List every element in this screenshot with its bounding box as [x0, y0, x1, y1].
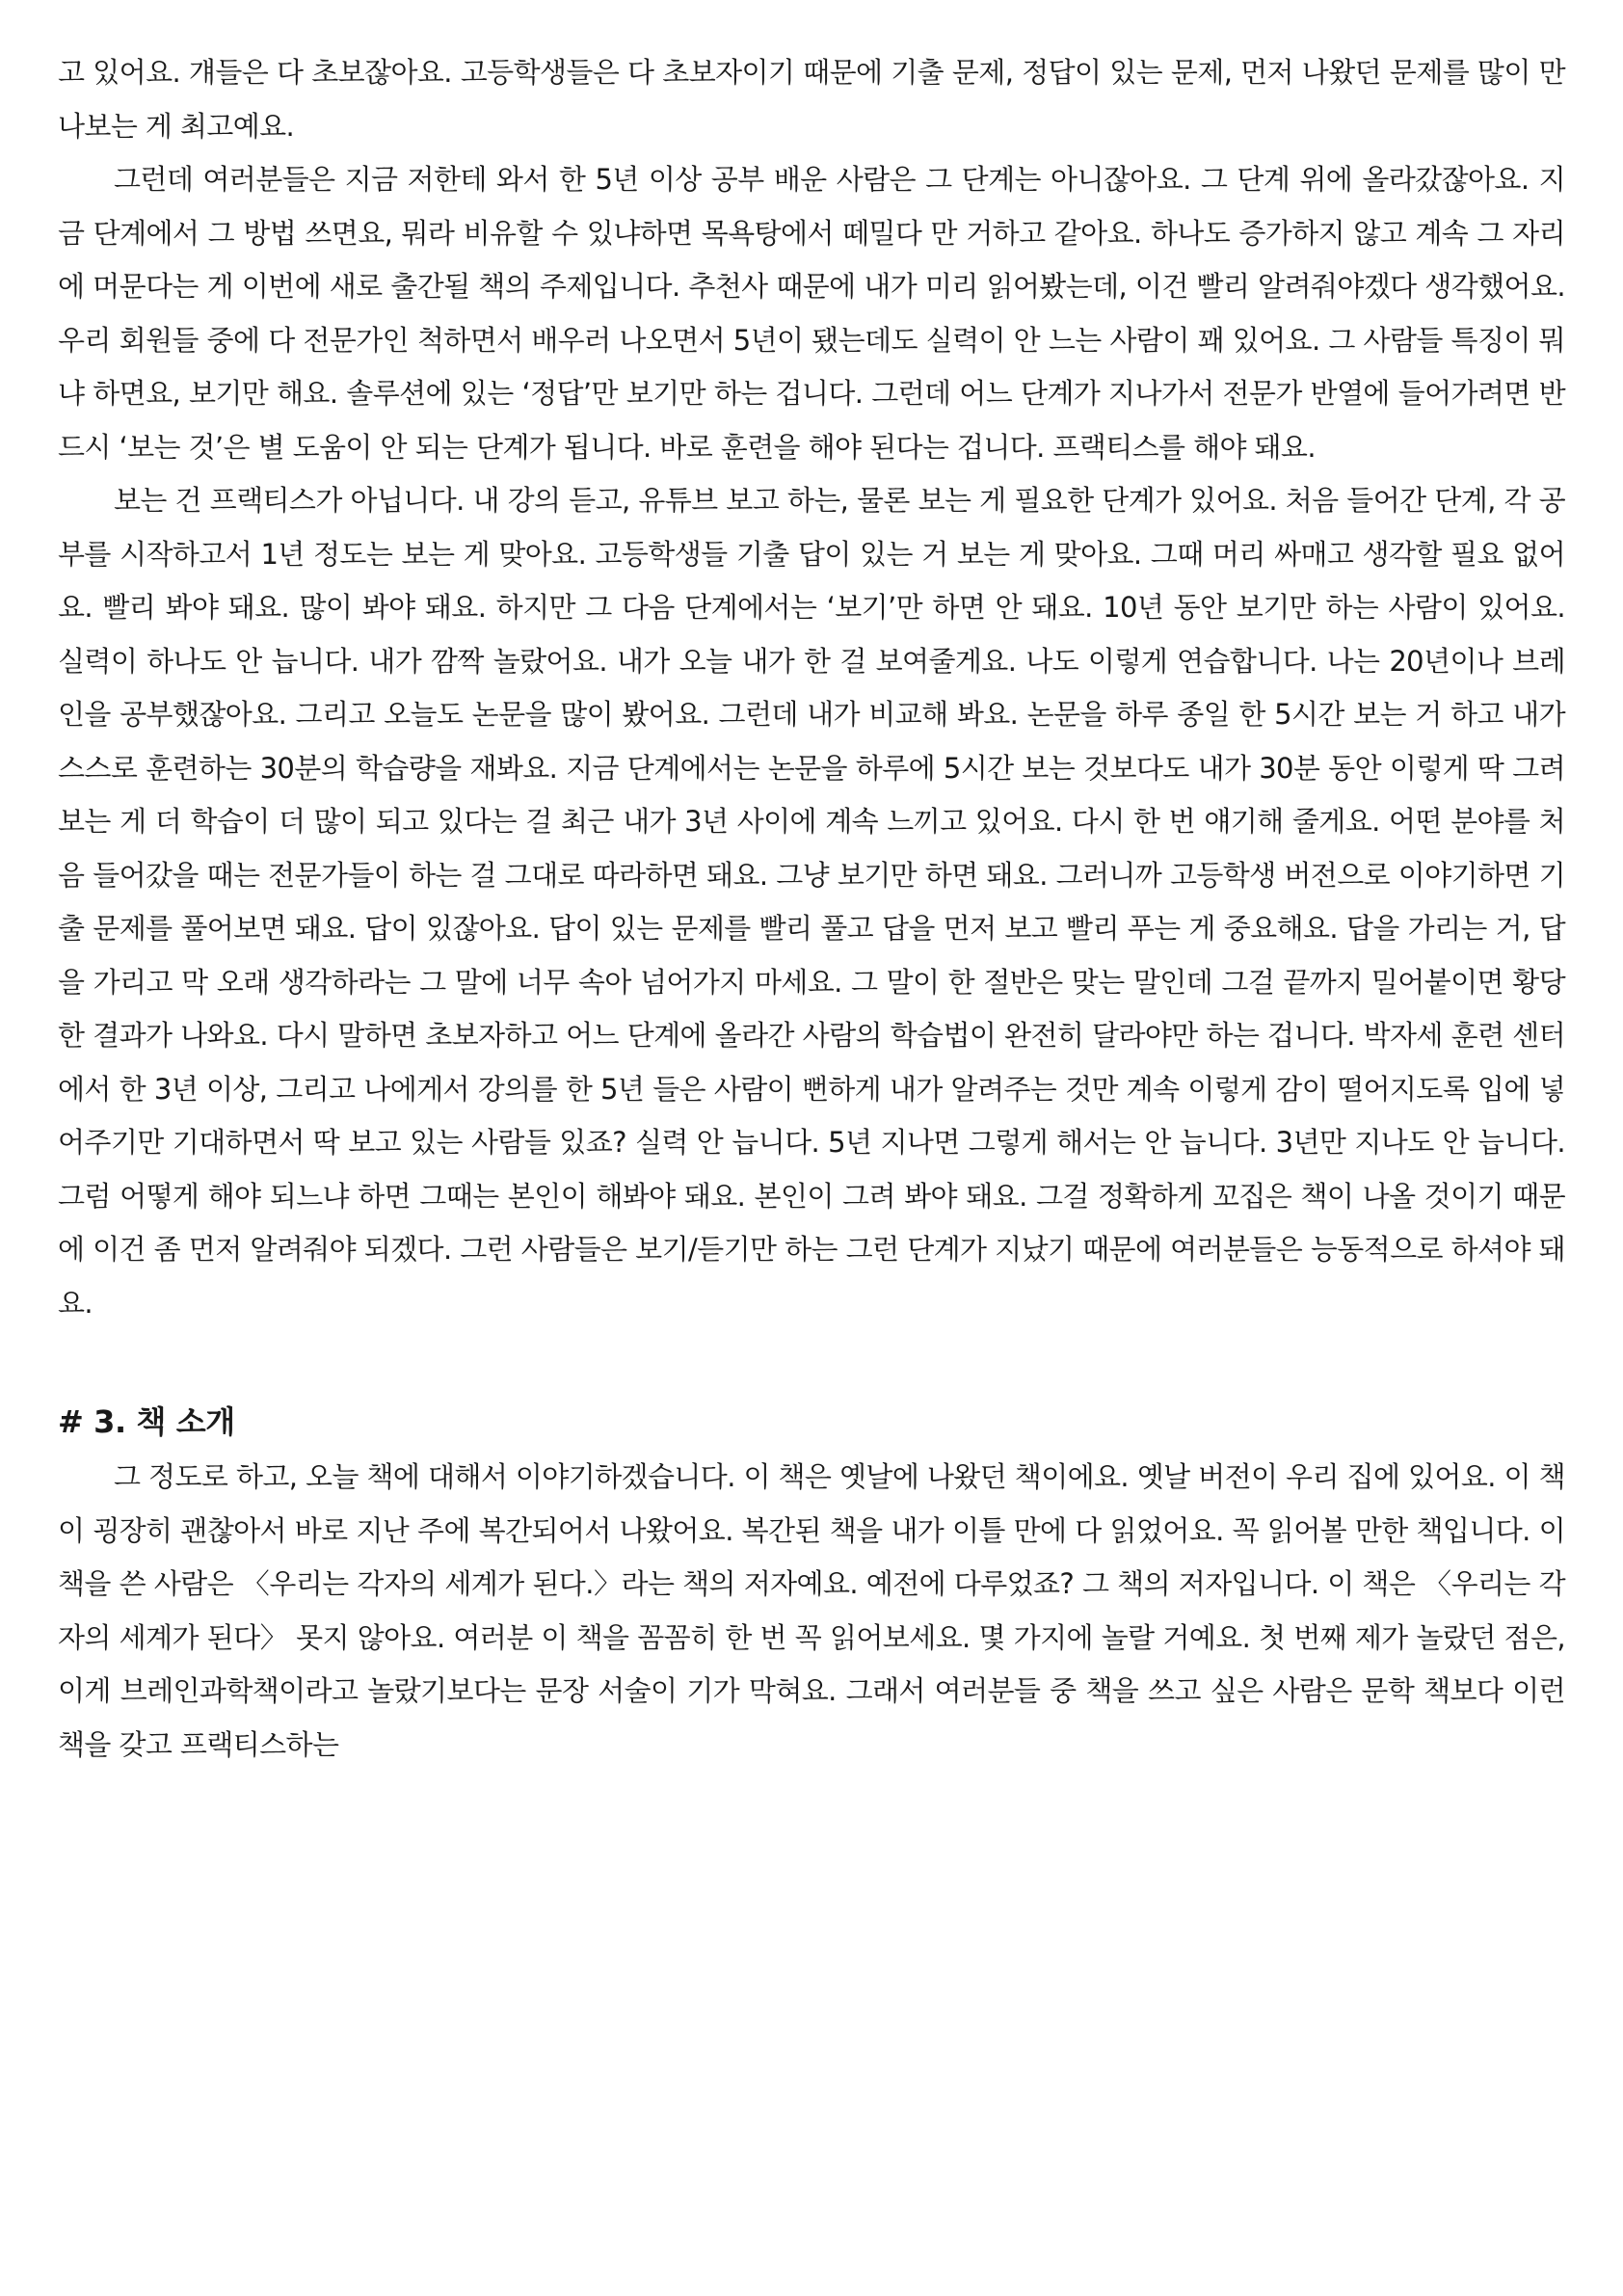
paragraph-continuation: 고 있어요. 걔들은 다 초보잖아요. 고등학생들은 다 초보자이기 때문에 기출 문제, 정답이 있는 문제, 먼저 나왔던 문제를 많이 만나보는 게 최고예요. [58, 56, 1565, 143]
paragraph-book-intro: 그 정도로 하고, 오늘 책에 대해서 이야기하겠습니다. 이 책은 옛날에 나왔던 책이에요. 옛날 버전이 우리 집에 있어요. 이 책이 굉장히 괜찮아서 바로 지난 주에 복간되어서 나왔어요. 복간된 책을 내가 이틀 만에 다 읽었어요. 꼭 읽어볼 만한 책입니다. 이 책을 쓴 사람은 〈우리는 각자의 세계가 된다.〉라는 책의 저자예요. 예전에 다루었죠? 그 책의 저자입니다. 이 책은 〈우리는 각자의 세계가 된다〉 못지 않아요. 여러분 이 책을 꼼꼼히 한 번 꼭 읽어보세요. 몇 가지에 놀랄 거예요. 첫 번째 제가 놀랐던 점은, 이게 브레인과학책이라고 놀랐기보다는 문장 서술이 기가 막혀요. 그래서 여러분들 중 책을 쓰고 싶은 사람은 문학 책보다 이런 책을 갖고 프랙티스하는 [58, 1460, 1565, 1761]
paragraph-practice-stage: 그런데 여러분들은 지금 저한테 와서 한 5년 이상 공부 배운 사람은 그 단계는 아니잖아요. 그 단계 위에 올라갔잖아요. 지금 단계에서 그 방법 쓰면요, 뭐라 비유할 수 있냐하면 목욕탕에서 떼밀다 만 거하고 같아요. 하나도 증가하지 않고 계속 그 자리에 머문다는 게 이번에 새로 출간될 책의 주제입니다. 추천사 때문에 내가 미리 읽어봤는데, 이건 빨리 알려줘야겠다 생각했어요. 우리 회원들 중에 다 전문가인 척하면서 배우러 나오면서 5년이 됐는데도 실력이 안 느는 사람이 꽤 있어요. 그 사람들 특징이 뭐냐 하면요, 보기만 해요. 솔루션에 있는 ‘정답’만 보기만 하는 겁니다. 그런데 어느 단계가 지나가서 전문가 반열에 들어가려면 반드시 ‘보는 것’은 별 도움이 안 되는 단계가 됩니다. 바로 훈련을 해야 된다는 겁니다. 프랙티스를 해야 돼요. [58, 163, 1565, 464]
section-heading-book-intro: # 3. 책 소개 [58, 1403, 235, 1440]
paragraph-seeing-not-practice: 보는 건 프랙티스가 아닙니다. 내 강의 듣고, 유튜브 보고 하는, 물론 보는 게 필요한 단계가 있어요. 처음 들어간 단계, 각 공부를 시작하고서 1년 정도는 보는 게 맞아요. 고등학생들 기출 답이 있는 거 보는 게 맞아요. 그때 머리 싸매고 생각할 필요 없어요. 빨리 봐야 돼요. 많이 봐야 돼요. 하지만 그 다음 단계에서는 ‘보기’만 하면 안 돼요. 10년 동안 보기만 하는 사람이 있어요. 실력이 하나도 안 늡니다. 내가 깜짝 놀랐어요. 내가 오늘 내가 한 걸 보여줄게요. 나도 이렇게 연습합니다. 나는 20년이나 브레인을 공부했잖아요. 그리고 오늘도 논문을 많이 봤어요. 그런데 내가 비교해 봐요. 논문을 하루 종일 한 5시간 보는 거 하고 내가 스스로 훈련하는 30분의 학습량을 재봐요. 지금 단계에서는 논문을 하루에 5시간 보는 것보다도 내가 30분 동안 이렇게 딱 그려보는 게 더 학습이 더 많이 되고 있다는 걸 최근 내가 3년 사이에 계속 느끼고 있어요. 다시 한 번 얘기해 줄게요. 어떤 분야를 처음 들어갔을 때는 전문가들이 하는 걸 그대로 따라하면 돼요. 그냥 보기만 하면 돼요. 그러니까 고등학생 버전으로 이야기하면 기출 문제를 풀어보면 돼요. 답이 있잖아요. 답이 있는 문제를 빨리 풀고 답을 먼저 보고 빨리 푸는 게 중요해요. 답을 가리는 거, 답을 가리고 막 오래 생각하라는 그 말에 너무 속아 넘어가지 마세요. 그 말이 한 절반은 맞는 말인데 그걸 끝까지 밀어붙이면 황당한 결과가 나와요. 다시 말하면 초보자하고 어느 단계에 올라간 사람의 학습법이 완전히 달라야만 하는 겁니다. 박자세 훈련 센터에서 한 3년 이상, 그리고 나에게서 강의를 한 5년 들은 사람이 뻔하게 내가 알려주는 것만 계속 이렇게 감이 떨어지도록 입에 넣어주기만 기대하면서 딱 보고 있는 사람들 있죠? 실력 안 늡니다. 5년 지나면 그렇게 해서는 안 늡니다. 3년만 지나도 안 늡니다. 그럼 어떻게 해야 되느냐 하면 그때는 본인이 해봐야 돼요. 본인이 그려 봐야 돼요. 그걸 정확하게 꼬집은 책이 나올 것이기 때문에 이건 좀 먼저 알려줘야 되겠다. 그런 사람들은 보기/듣기만 하는 그런 단계가 지났기 때문에 여러분들은 능동적으로 하셔야 돼요. [58, 484, 1565, 1320]
document-page [58, 46, 1565, 1772]
